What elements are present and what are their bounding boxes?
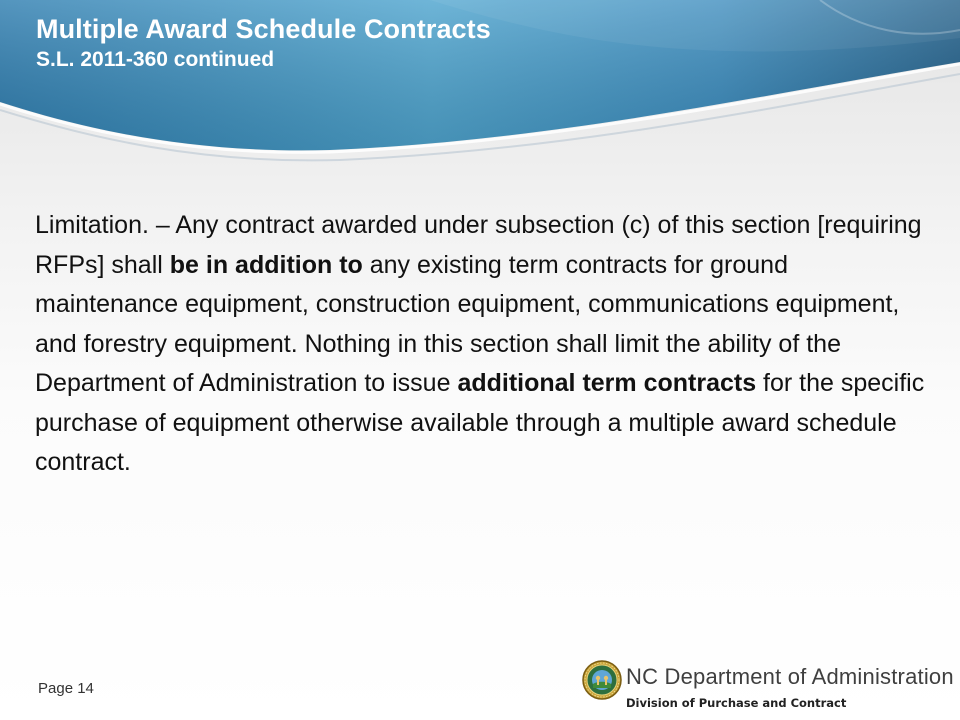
department-name: NC Department of Administration xyxy=(626,664,954,689)
body-paragraph xyxy=(35,206,930,483)
nc-state-seal-icon xyxy=(582,660,622,700)
slide-title: Multiple Award Schedule Contracts xyxy=(36,14,491,44)
division-name: Division of Purchase and Contract xyxy=(626,696,847,710)
body-text-segment: Limitation. – Any contract awarded under subsection (c) of this section [requiring RFPs] shall xyxy=(35,211,922,279)
title-block xyxy=(36,12,491,74)
body-emphasis: additional term contracts xyxy=(457,369,757,397)
page-number: Page 14 xyxy=(38,680,94,697)
body-emphasis: be in addition to xyxy=(169,250,363,279)
slide-subtitle: S.L. 2011-360 continued xyxy=(36,48,275,71)
body-text-segment: for the specific purchase of equipment otherwise available through a multiple award schedule contract. xyxy=(35,369,925,476)
body-text-segment: any existing term contracts for ground maintenance equipment, construction equipment, communications equipment, and forestry equipment. Nothing in this section shall limit the ability of the Department of Administration to issue xyxy=(35,250,900,397)
footer-logo xyxy=(582,660,954,716)
